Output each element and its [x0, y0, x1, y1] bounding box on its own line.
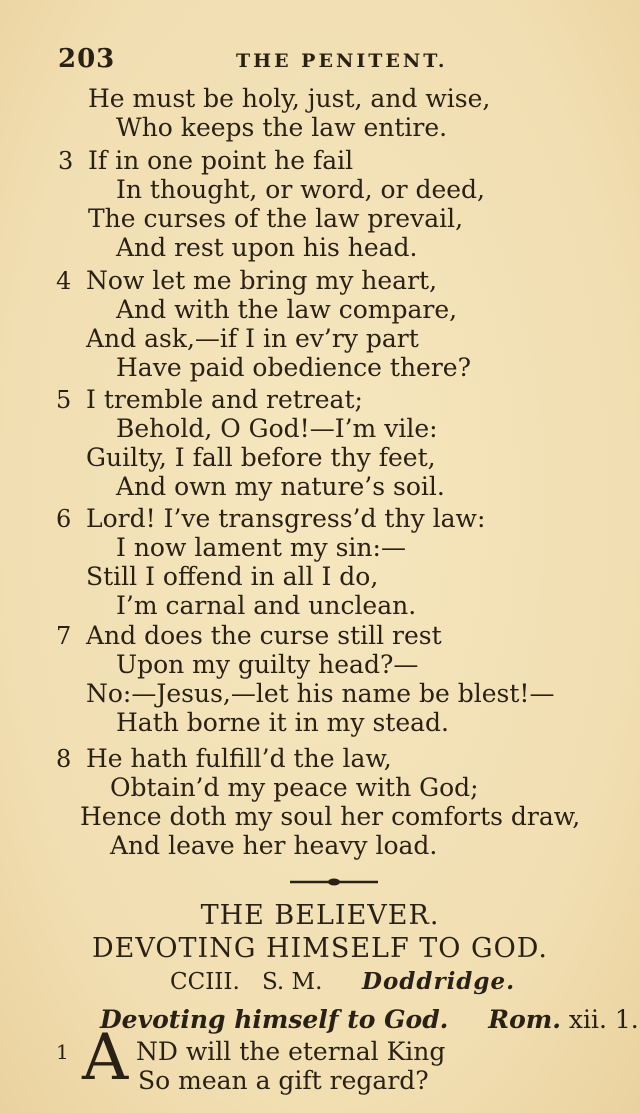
verse-line: If in one point he fail: [88, 146, 354, 175]
verse-line: And leave her heavy load.: [110, 831, 438, 860]
verse-line: Obtain’d my peace with God;: [110, 773, 479, 802]
hymn-author: Doddridge.: [362, 968, 516, 995]
verse-line: And ask,—if I in ev’ry part: [86, 324, 419, 353]
verse-line: In thought, or word, or deed,: [116, 175, 486, 204]
page-number: 203: [58, 44, 116, 74]
hymn-topic-line: [100, 1005, 639, 1035]
verse-number: 6: [56, 505, 72, 533]
verse-line: Have paid obedience there?: [116, 353, 472, 382]
ornament-divider: [290, 878, 378, 886]
verse-line: And own my nature’s soil.: [116, 472, 445, 501]
section-subtitle: DEVOTING HIMSELF TO GOD.: [92, 933, 548, 964]
verse-line: Lord! I’ve transgress’d thy law:: [86, 504, 486, 533]
hymn-topic: Devoting himself to God.: [100, 1005, 449, 1034]
verse-line: I tremble and retreat;: [86, 385, 363, 414]
scripture-book: Rom.: [488, 1005, 561, 1034]
verse-number: 8: [56, 745, 72, 773]
verse-line: So mean a gift regard?: [138, 1066, 429, 1095]
verse-line: Behold, O God!—I’m vile:: [116, 414, 438, 443]
verse-line: The curses of the law prevail,: [88, 204, 464, 233]
drop-cap: A: [82, 1021, 129, 1095]
verse-line: He must be holy, just, and wise,: [88, 84, 491, 113]
verse-line: And with the law compare,: [116, 295, 458, 324]
hymn-number: CCIII.: [170, 969, 240, 995]
verse-line: Still I offend in all I do,: [86, 562, 379, 591]
verse-line: Hence doth my soul her comforts draw,: [80, 802, 581, 831]
verse-number: 4: [56, 267, 72, 295]
scripture-chapter-verse: xii. 1.: [568, 1005, 639, 1034]
verse-line: No:—Jesus,—let his name be blest!—: [86, 679, 555, 708]
verse-line: Upon my guilty head?—: [116, 650, 419, 679]
verse-line: I now lament my sin:—: [116, 533, 406, 562]
verse-line: Guilty, I fall before thy feet,: [86, 443, 436, 472]
verse-line: And rest upon his head.: [116, 233, 418, 262]
running-head: THE PENITENT.: [236, 50, 448, 72]
verse-line: I’m carnal and unclean.: [116, 591, 417, 620]
verse-number: 5: [56, 386, 72, 414]
verse-line: He hath fulfill’d the law,: [86, 744, 392, 773]
section-title: THE BELIEVER.: [200, 900, 440, 931]
verse-line: ND will the eternal King: [136, 1037, 446, 1066]
verse-line: Hath borne it in my stead.: [116, 708, 449, 737]
verse-line: Now let me bring my heart,: [86, 266, 438, 295]
verse-number: 7: [56, 622, 72, 650]
hymn-meter: S. M.: [262, 969, 323, 995]
verse-line: Who keeps the law entire.: [116, 113, 448, 142]
verse-number: 3: [58, 147, 74, 175]
verse-number: 1: [56, 1040, 69, 1064]
page-header: [58, 44, 448, 78]
verse-line: And does the curse still rest: [86, 621, 442, 650]
